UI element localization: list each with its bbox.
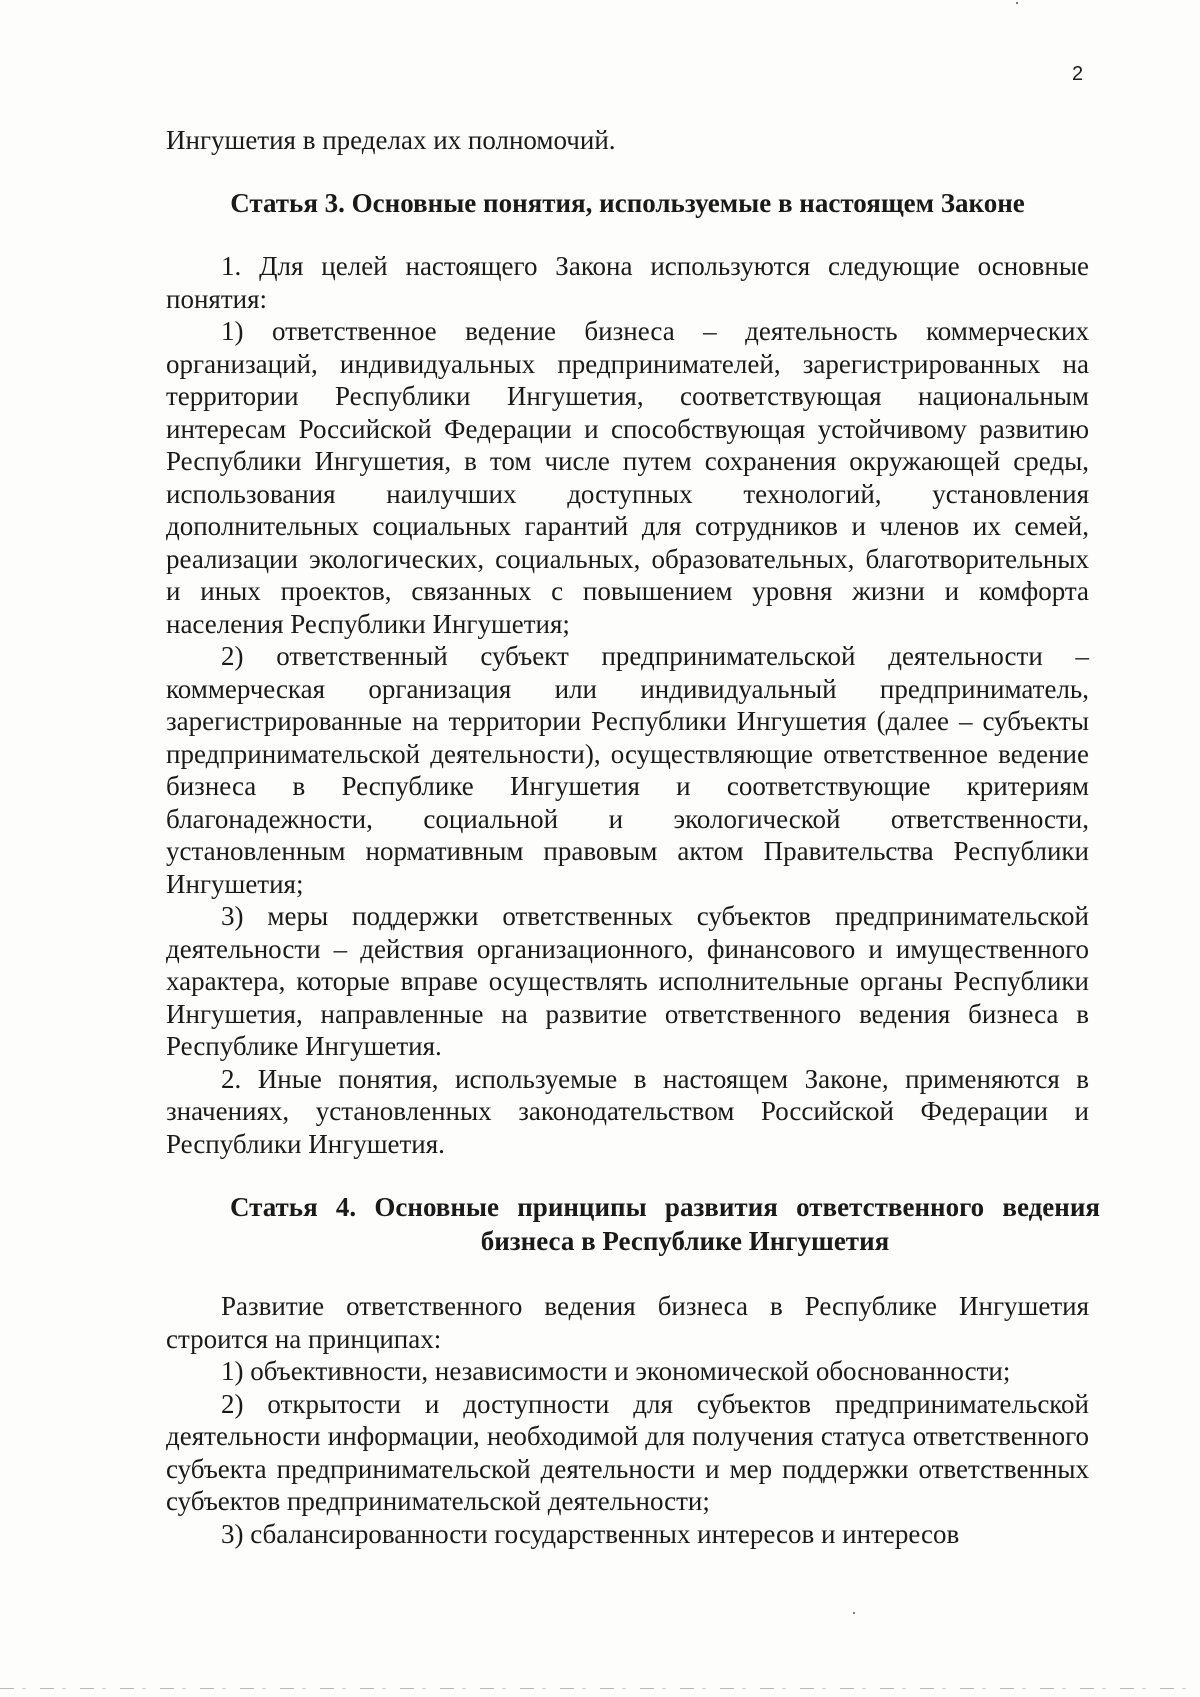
carry-over-text — [166, 124, 1089, 157]
article-4-title-line-2: бизнеса в Республике Ингушетия — [480, 1226, 890, 1256]
article-3-definition-1: 1) ответственное ведение бизнеса – деятельность коммерческих организаций, индивидуальных предпринимателей, зарегистрированных на территории Республики Ингушетия, соответствующая национальным интересам Российской Федерации и способствующая устойчивому развитию Республики Ингушетия, в том числе путем сохранения окружающей среды, использования наилучших доступных технологий, установления дополнительных социальных гарантий для сотрудников и членов их семей, реализации экологических, социальных, образовательных, благотворительных и иных проектов, связанных с повышением уровня жизни и комфорта населения Республики Ингушетия; — [166, 316, 1089, 639]
article-4-title — [230, 1190, 1100, 1258]
article-3-paragraph-2: 2. Иные понятия, используемые в настоящем Законе, применяются в значениях, установленных законодательством Российской Федерации и Республики Ингушетия. — [166, 1063, 1089, 1159]
article-4-intro: Развитие ответственного ведения бизнеса в Республике Ингушетия строится на принципах: — [166, 1291, 1089, 1354]
scan-bottom-edge — [0, 1688, 1200, 1689]
article-4-principle-3: 3) сбалансированности государственных интересов и интересов — [221, 1518, 960, 1549]
page-number: 2 — [1072, 63, 1084, 85]
article-3-definition-2: 2) ответственный субъект предпринимательской деятельности – коммерческая организация или индивидуальный предприниматель, зарегистрированные на территории Республики Ингушетия (далее – субъекты предпринимательской деятельности), осуществляющие ответственное ведение бизнеса в Республике Ингушетия и соответствующие критериям благонадежности, социальной и экологической ответственности, установленным нормативным правовым актом Правительства Республики Ингушетия; — [166, 641, 1089, 899]
article-4-title-line-1: Статья 4. Основные принципы развития ответственного ведения — [230, 1192, 1100, 1222]
scan-speck — [1016, 2, 1018, 4]
article-3-paragraph-1: 1. Для целей настоящего Закона используются следующие основные понятия: — [166, 251, 1089, 314]
article-4-body — [166, 1290, 1089, 1550]
scan-speck — [853, 1612, 855, 1614]
article-3-title: Статья 3. Основные понятия, используемые в настоящем Законе — [230, 188, 1025, 218]
article-3-body — [166, 250, 1089, 1160]
article-4-principle-1: 1) объективности, независимости и экономической обоснованности; — [221, 1356, 1011, 1386]
article-4-principle-2: 2) открытости и доступности для субъектов предпринимательской деятельности информации, необходимой для получения статуса ответственного субъекта предпринимательской деятельности и мер поддержки ответственных субъектов предпринимательской деятельности; — [166, 1388, 1089, 1516]
carry-over-paragraph: Ингушетия в пределах их полномочий. — [166, 125, 616, 155]
article-3-definition-3: 3) меры поддержки ответственных субъектов предпринимательской деятельности – действия организационного, финансового и имущественного характера, которые вправе осуществлять исполнительные органы Республики Ингушетия, направленные на развитие ответственного ведения бизнеса в Республике Ингушетия. — [166, 901, 1089, 1061]
